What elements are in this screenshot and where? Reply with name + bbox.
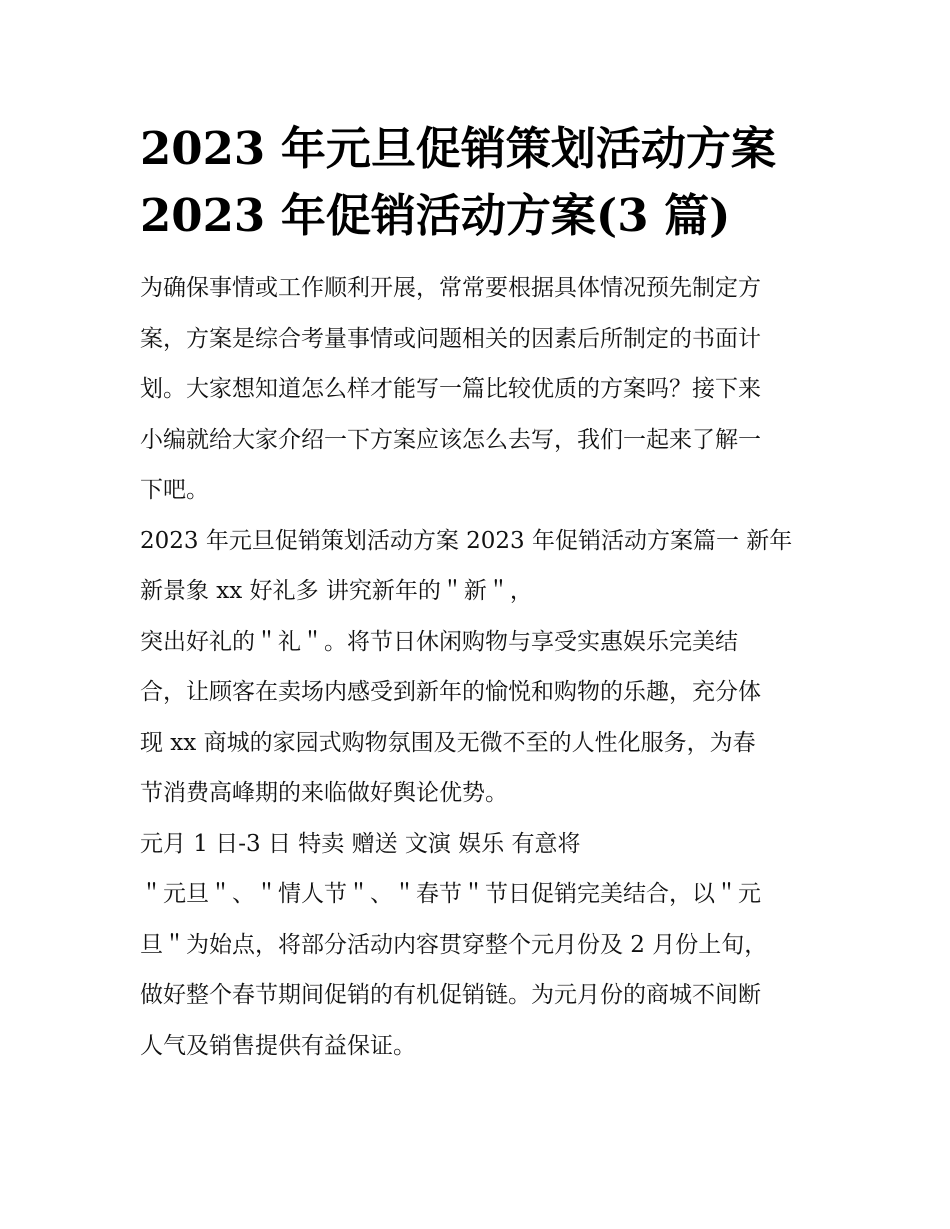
paragraph-intro: [140, 263, 820, 516]
text-line: 合，让顾客在卖场内感受到新年的愉悦和购物的乐趣，充分体: [140, 679, 761, 705]
text-line: 人气及销售提供有益保证。: [140, 1032, 416, 1059]
text-line: 划。大家想知道怎么样才能写一篇比较优质的方案吗？接下来: [140, 376, 761, 402]
text-line: ＂元旦＂、＂情人节＂、＂春节＂节日促销完美结合，以＂元: [140, 881, 761, 907]
title-line-1: 2023 年元旦促销策划活动方案: [140, 122, 776, 175]
text-line: 为确保事情或工作顺利开展，常常要根据具体情况预先制定方: [140, 275, 761, 301]
document-body: [140, 263, 820, 1071]
title-line-2: 2023 年促销活动方案(3 篇): [140, 189, 731, 242]
text-line: 2023 年元旦促销策划活动方案 2023 年促销活动方案篇一 新年: [140, 527, 793, 554]
text-line: 小编就给大家介绍一下方案应该怎么去写，我们一起来了解一: [140, 426, 761, 453]
text-line: 节消费高峰期的来临做好舆论优势。: [140, 780, 508, 806]
text-line: 案，方案是综合考量事情或问题相关的因素后所制定的书面计: [140, 325, 761, 352]
paragraph-gift-theme: [140, 617, 820, 819]
paragraph-section-heading: [140, 516, 820, 617]
document-title: [140, 115, 820, 249]
text-line: 下吧。: [140, 477, 209, 503]
document-page: [140, 115, 820, 1071]
text-line: 旦＂为始点，将部分活动内容贯穿整个元月份及 2 月份上旬，: [140, 931, 768, 958]
text-line: 突出好礼的＂礼＂。将节日休闲购物与享受实惠娱乐完美结: [140, 628, 738, 655]
text-line: 元月 1 日-3 日 特卖 赠送 文演 娱乐 有意将: [140, 830, 581, 857]
paragraph-activity-dates: [140, 819, 820, 870]
text-line: 现 xx 商城的家园式购物氛围及无微不至的人性化服务，为春: [140, 729, 756, 756]
text-line: 做好整个春节期间促销的有机促销链。为元月份的商城不间断: [140, 982, 761, 1008]
text-line: 新景象 xx 好礼多 讲究新年的＂新＂，: [140, 578, 533, 604]
paragraph-holiday-chain: [140, 869, 820, 1071]
